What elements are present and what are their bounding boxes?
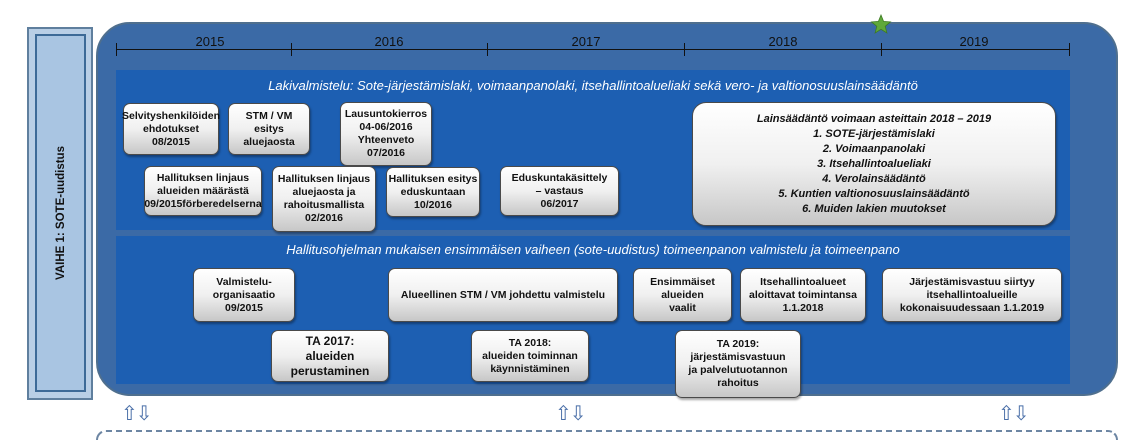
implementation-title: Hallitusohjelman mukaisen ensimmäisen vaiheen (sote-uudistus) toimeenpanon valmistelu ja toimeenpano	[286, 242, 900, 257]
milestone-box: Järjestämisvastuu siirtyy itsehallintoalueille kokonaisuudessaan 1.1.2019	[882, 268, 1062, 322]
phase-label: VAIHE 1: SOTE-uudistus	[54, 146, 67, 280]
milestone-box: Hallituksen linjaus alueiden määrästä 09/2015förberedelserna	[144, 166, 262, 216]
milestone-box: Hallituksen esitys eduskuntaan 10/2016	[386, 167, 480, 217]
legislation-item: 4. Verolainsäädäntö	[822, 172, 926, 185]
next-phase-frame-edge	[96, 430, 1118, 440]
legislation-item: 1. SOTE-järjestämislaki	[813, 127, 935, 140]
axis-tick	[291, 43, 292, 56]
legislation-item: 3. Itsehallintoalueliaki	[817, 157, 931, 170]
legislation-item: 6. Muiden lakien muutokset	[802, 202, 946, 215]
milestone-box: Ensimmäiset alueiden vaalit	[633, 268, 732, 322]
star-icon	[870, 14, 892, 36]
year-label: 2015	[195, 34, 225, 49]
legislation-item: 2. Voimaanpanolaki	[822, 142, 926, 155]
legislation-title: Lakivalmistelu: Sote-järjestämislaki, voimaanpanolaki, itsehallintoalueliaki sekä vero- ja valtionosuuslainsäädäntö	[268, 78, 918, 93]
axis-tick	[684, 43, 685, 56]
axis-tick	[116, 43, 117, 56]
milestone-box: Selvityshenkilöiden ehdotukset 08/2015	[123, 103, 219, 155]
up-down-arrows-icon: ⇧⇩	[555, 403, 585, 425]
legislation-list-heading: Lainsäädäntö voimaan asteittain 2018 – 2019	[756, 112, 992, 125]
milestone-box: Eduskuntakäsittely – vastaus 06/2017	[500, 166, 619, 216]
budget-box: TA 2017: alueiden perustaminen	[271, 330, 389, 382]
up-down-arrows-icon: ⇧⇩	[121, 403, 151, 425]
axis-tick	[881, 43, 882, 56]
year-axis	[116, 30, 1070, 56]
year-label: 2019	[959, 34, 989, 49]
up-down-arrows-icon: ⇧⇩	[998, 403, 1028, 425]
legislation-item: 5. Kuntien valtionosuuslainsäädäntö	[778, 187, 970, 200]
axis-tick	[487, 43, 488, 56]
milestone-box: STM / VM esitys aluejaosta	[228, 103, 310, 155]
year-label: 2018	[768, 34, 798, 49]
year-label: 2016	[374, 34, 404, 49]
milestone-box: Hallituksen linjaus aluejaosta ja rahoitusmallista 02/2016	[272, 166, 376, 232]
milestone-box: Alueellinen STM / VM johdettu valmistelu	[388, 268, 618, 322]
year-label: 2017	[571, 34, 601, 49]
milestone-box: Lausuntokierros 04-06/2016 Yhteenveto 07/2016	[340, 102, 432, 166]
budget-box: TA 2019: järjestämisvastuun ja palvelutuotannon rahoitus	[675, 330, 801, 398]
milestone-box: Valmistelu- organisaatio 09/2015	[193, 268, 295, 322]
legislation-list-box	[692, 102, 1056, 226]
axis-tick	[1069, 43, 1070, 56]
milestone-box: Itsehallintoalueet aloittavat toimintansa 1.1.2018	[740, 268, 866, 322]
budget-box: TA 2018: alueiden toiminnan käynnistäminen	[471, 330, 589, 382]
axis-line	[116, 49, 1070, 50]
